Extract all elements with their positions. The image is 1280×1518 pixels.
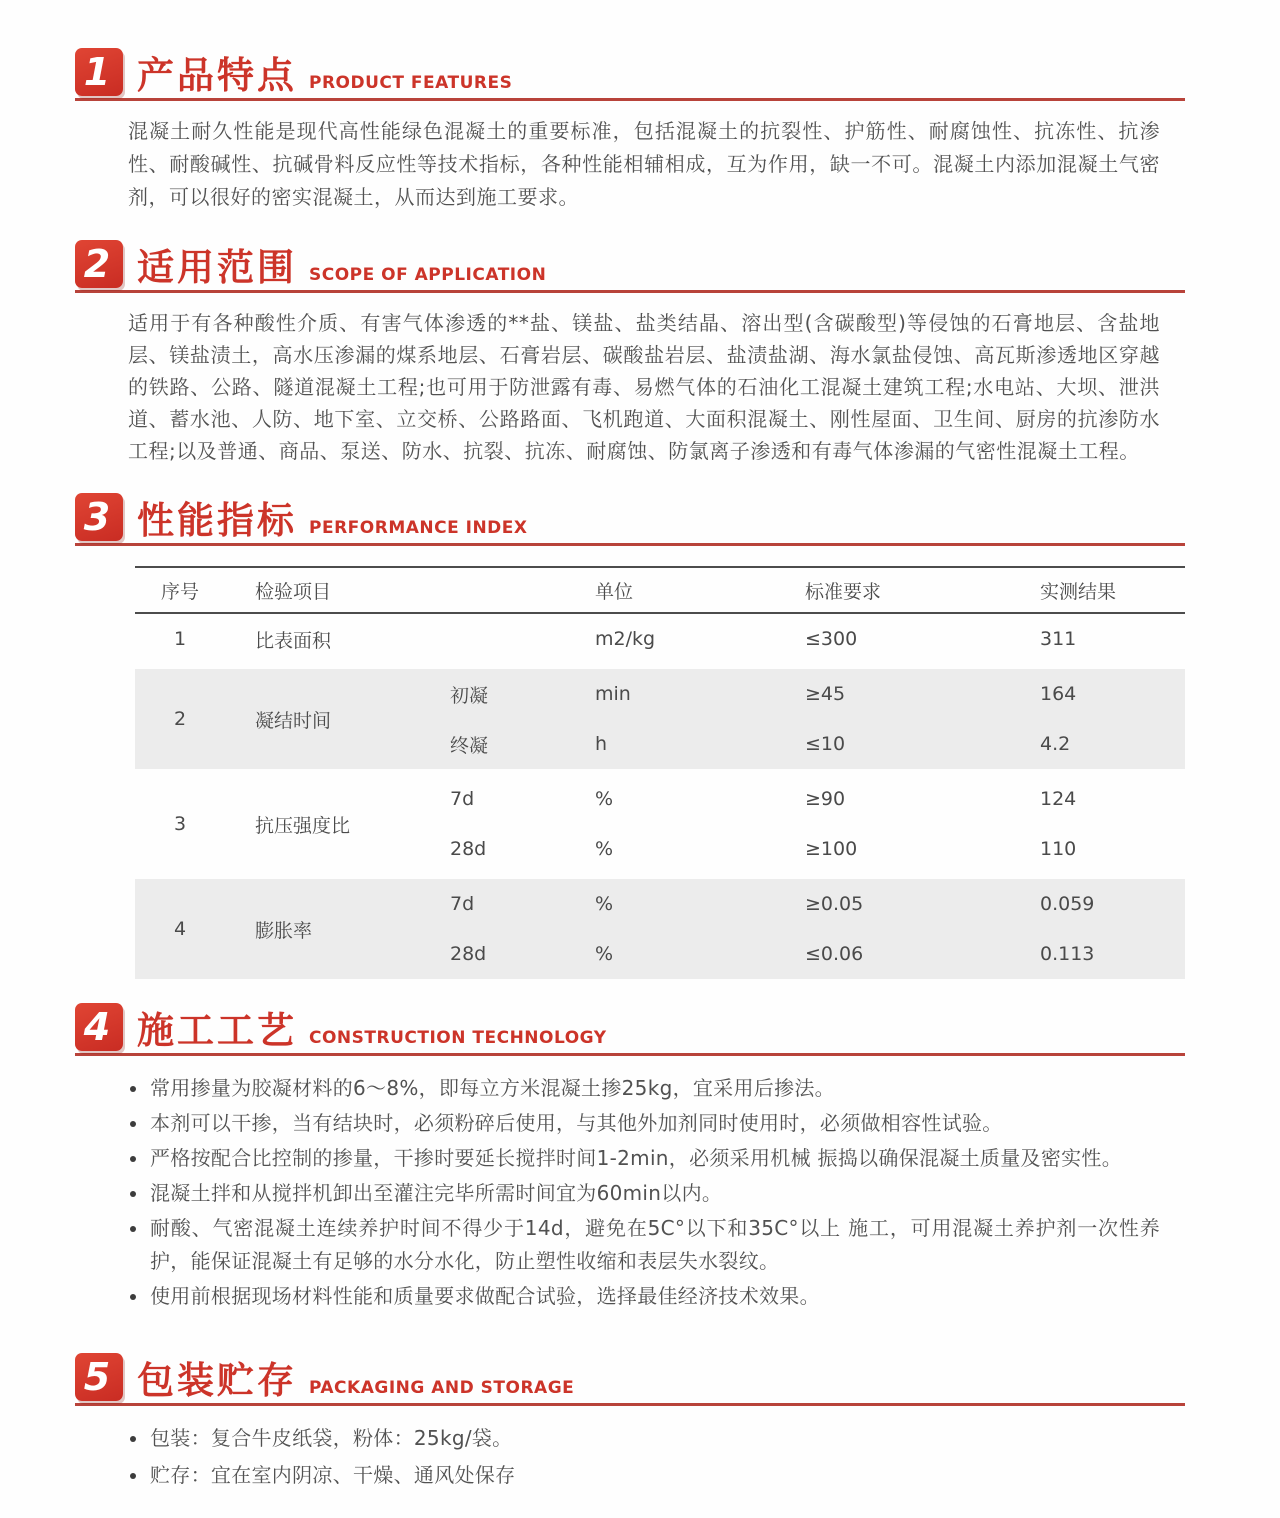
section-performance-index bbox=[75, 493, 1185, 979]
list-item bbox=[130, 1107, 1160, 1140]
section-header bbox=[75, 1003, 1185, 1056]
section-subtitle-en: PACKAGING AND STORAGE bbox=[309, 1378, 575, 1398]
cell-unit: % bbox=[595, 838, 614, 860]
cell-unit: h bbox=[595, 733, 608, 755]
table-subrow bbox=[415, 824, 1185, 874]
cell-result: 0.113 bbox=[1040, 943, 1095, 965]
cell-unit: m2/kg bbox=[595, 628, 656, 650]
section-subtitle-en: PRODUCT FEATURES bbox=[309, 73, 513, 93]
cell-item: 抗压强度比 bbox=[255, 814, 351, 837]
cell-standard: ≤0.06 bbox=[805, 943, 864, 965]
bullet-text: 常用掺量为胶凝材料的6～8%，即每立方米混凝土掺25kg，宜采用后掺法。 bbox=[150, 1076, 835, 1100]
bullet-icon bbox=[130, 1121, 136, 1127]
col-header-no: 序号 bbox=[160, 580, 199, 603]
bullet-icon bbox=[130, 1156, 136, 1162]
section-title: 产品特点 bbox=[137, 54, 297, 98]
bullet-icon bbox=[130, 1473, 136, 1479]
bullet-text: 本剂可以干掺，当有结块时，必须粉碎后使用，与其他外加剂同时使用时，必须做相容性试验。 bbox=[150, 1111, 1003, 1135]
table-subrow bbox=[415, 614, 1185, 664]
table-subrow bbox=[415, 774, 1185, 824]
table-row bbox=[135, 614, 1185, 664]
table-subrow bbox=[415, 719, 1185, 769]
bullet-text: 包装：复合牛皮纸袋，粉体：25kg/袋。 bbox=[150, 1426, 513, 1450]
bullet-text: 贮存：宜在室内阴凉、干燥、通风处保存 bbox=[150, 1463, 516, 1487]
section-paragraph: 混凝土耐久性能是现代高性能绿色混凝土的重要标准，包括混凝土的抗裂性、护筋性、耐腐蚀性、抗冻性、抗渗性、耐酸碱性、抗碱骨料反应性等技术指标，各种性能相辅相成，互为作用，缺一不可。混凝土内添加混凝土气密剂，可以很好的密实混凝土，从而达到施工要求。 bbox=[128, 119, 1160, 209]
cell-item: 膨胀率 bbox=[255, 919, 313, 942]
section-subtitle-en: CONSTRUCTION TECHNOLOGY bbox=[309, 1028, 607, 1048]
product-datasheet bbox=[75, 0, 1185, 1492]
performance-table bbox=[135, 566, 1185, 979]
packaging-bullet-list bbox=[130, 1422, 1160, 1492]
section-subtitle-en: SCOPE OF APPLICATION bbox=[309, 265, 547, 285]
bullet-icon bbox=[130, 1294, 136, 1300]
section-subtitle-en: PERFORMANCE INDEX bbox=[309, 518, 528, 538]
section-number-badge: 5 bbox=[75, 1353, 123, 1401]
cell-result: 311 bbox=[1040, 628, 1077, 650]
section-number-badge: 1 bbox=[75, 48, 123, 96]
col-header-standard: 标准要求 bbox=[805, 580, 882, 603]
table-header-row bbox=[135, 568, 1185, 614]
cell-sub: 7d bbox=[450, 893, 475, 915]
cell-standard: ≤300 bbox=[805, 628, 858, 650]
section-construction-technology bbox=[75, 1003, 1185, 1313]
section-packaging-storage bbox=[75, 1353, 1185, 1492]
table-subrow bbox=[415, 879, 1185, 929]
table-subrow bbox=[415, 669, 1185, 719]
list-item bbox=[130, 1459, 1160, 1492]
bullet-text: 严格按配合比控制的掺量，干掺时要延长搅拌时间1-2min，必须采用机械 振捣以确保混凝土质量及密实性。 bbox=[150, 1146, 1123, 1170]
cell-item: 比表面积 bbox=[255, 629, 332, 652]
cell-no: 3 bbox=[173, 813, 187, 835]
section-title: 包装贮存 bbox=[137, 1359, 297, 1403]
cell-result: 124 bbox=[1040, 788, 1077, 810]
section-header bbox=[75, 48, 1185, 101]
cell-result: 164 bbox=[1040, 683, 1077, 705]
cell-item: 凝结时间 bbox=[255, 709, 332, 732]
section-title: 施工工艺 bbox=[137, 1009, 297, 1053]
cell-result: 110 bbox=[1040, 838, 1077, 860]
list-item bbox=[130, 1422, 1160, 1455]
bullet-icon bbox=[130, 1226, 136, 1232]
cell-unit: % bbox=[595, 943, 614, 965]
cell-unit: min bbox=[595, 683, 631, 705]
list-item bbox=[130, 1280, 1160, 1313]
cell-sub: 初凝 bbox=[450, 684, 489, 707]
cell-sub: 7d bbox=[450, 788, 475, 810]
list-item bbox=[130, 1212, 1160, 1278]
table-row bbox=[135, 879, 1185, 979]
section-title: 性能指标 bbox=[137, 499, 297, 543]
bullet-text: 耐酸、气密混凝土连续养护时间不得少于14d，避免在5C°以下和35C°以上 施工，可用混凝土养护剂一次性养护，能保证混凝土有足够的水分水化，防止塑性收缩和表层失水裂纹。 bbox=[150, 1216, 1160, 1273]
section-number-badge: 3 bbox=[75, 493, 123, 541]
cell-standard: ≥90 bbox=[805, 788, 846, 810]
section-number-badge: 4 bbox=[75, 1003, 123, 1051]
cell-standard: ≤10 bbox=[805, 733, 846, 755]
col-header-result: 实测结果 bbox=[1040, 580, 1117, 603]
cell-no: 2 bbox=[173, 708, 187, 730]
cell-standard: ≥45 bbox=[805, 683, 846, 705]
section-paragraph: 适用于有各种酸性介质、有害气体渗透的**盐、镁盐、盐类结晶、溶出型(含碳酸型)等侵蚀的石膏地层、含盐地层、镁盐渍土，高水压渗漏的煤系地层、石膏岩层、碳酸盐岩层、盐渍盐湖、海水氯盐侵蚀、高瓦斯渗透地区穿越的铁路、公路、隧道混凝土工程;也可用于防泄露有毒、易燃气体的石油化工混凝土建筑工程;水电站、大坝、泄洪道、蓄水池、人防、地下室、立交桥、公路路面、飞机跑道、大面积混凝土、刚性屋面、卫生间、厨房的抗渗防水工程;以及普通、商品、泵送、防水、抗裂、抗冻、耐腐蚀、防氯离子渗透和有毒气体渗漏的气密性混凝土工程。 bbox=[128, 311, 1160, 463]
table-row bbox=[135, 669, 1185, 769]
section-scope-of-application bbox=[75, 240, 1185, 467]
section-title: 适用范围 bbox=[137, 246, 297, 290]
cell-result: 0.059 bbox=[1040, 893, 1095, 915]
section-header bbox=[75, 493, 1185, 546]
section-product-features bbox=[75, 48, 1185, 214]
cell-sub: 28d bbox=[450, 838, 487, 860]
col-header-unit: 单位 bbox=[595, 580, 634, 603]
table-subrow bbox=[415, 929, 1185, 979]
cell-sub: 28d bbox=[450, 943, 487, 965]
section-header bbox=[75, 1353, 1185, 1406]
list-item bbox=[130, 1072, 1160, 1105]
bullet-icon bbox=[130, 1191, 136, 1197]
list-item bbox=[130, 1177, 1160, 1210]
bullet-text: 混凝土拌和从搅拌机卸出至灌注完毕所需时间宜为60min以内。 bbox=[150, 1181, 723, 1205]
bullet-text: 使用前根据现场材料性能和质量要求做配合试验，选择最佳经济技术效果。 bbox=[150, 1284, 820, 1308]
cell-unit: % bbox=[595, 893, 614, 915]
cell-no: 4 bbox=[173, 918, 187, 940]
bullet-icon bbox=[130, 1086, 136, 1092]
list-item bbox=[130, 1142, 1160, 1175]
cell-standard: ≥100 bbox=[805, 838, 858, 860]
section-number-badge: 2 bbox=[75, 240, 123, 288]
cell-no: 1 bbox=[173, 628, 187, 650]
cell-unit: % bbox=[595, 788, 614, 810]
cell-result: 4.2 bbox=[1040, 733, 1071, 755]
cell-sub: 终凝 bbox=[450, 734, 489, 757]
cell-standard: ≥0.05 bbox=[805, 893, 864, 915]
col-header-item: 检验项目 bbox=[255, 580, 332, 603]
table-row bbox=[135, 774, 1185, 874]
section-header bbox=[75, 240, 1185, 293]
construction-bullet-list bbox=[130, 1072, 1160, 1313]
bullet-icon bbox=[130, 1436, 136, 1442]
